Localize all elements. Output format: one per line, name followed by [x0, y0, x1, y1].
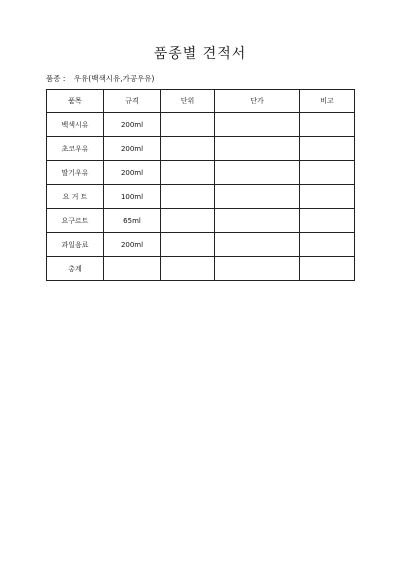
cell-total-label: 총계: [47, 257, 104, 281]
cell-note: [300, 209, 355, 233]
quote-table: [46, 89, 355, 281]
item-category-value: 우유(백색시유,가공우유): [73, 74, 155, 83]
cell-spec: 100ml: [104, 185, 161, 209]
cell-price: [215, 185, 300, 209]
table-total-row: [47, 257, 355, 281]
cell-price: [215, 161, 300, 185]
cell-note: [300, 161, 355, 185]
page-title: 품종별 견적서: [153, 46, 247, 62]
table-row: [47, 113, 355, 137]
header-price: 단가: [215, 90, 300, 113]
cell-unit: [161, 209, 215, 233]
item-category-line: [46, 73, 154, 84]
table-row: [47, 137, 355, 161]
cell-note: [300, 233, 355, 257]
cell-note: [300, 185, 355, 209]
cell-unit: [161, 161, 215, 185]
cell-item: 요 거 트: [47, 185, 104, 209]
cell-spec: 200ml: [104, 137, 161, 161]
cell-total-unit: [161, 257, 215, 281]
cell-price: [215, 137, 300, 161]
table-header-row: [47, 90, 355, 113]
header-note: 비고: [300, 90, 355, 113]
cell-price: [215, 233, 300, 257]
cell-item: 초코우유: [47, 137, 104, 161]
cell-spec: 65ml: [104, 209, 161, 233]
header-spec: 규격: [104, 90, 161, 113]
cell-note: [300, 137, 355, 161]
cell-price: [215, 113, 300, 137]
cell-price: [215, 209, 300, 233]
cell-unit: [161, 185, 215, 209]
cell-item: 딸기우유: [47, 161, 104, 185]
cell-unit: [161, 233, 215, 257]
table-row: [47, 209, 355, 233]
table-row: [47, 233, 355, 257]
cell-unit: [161, 137, 215, 161]
cell-total-spec: [104, 257, 161, 281]
cell-note: [300, 113, 355, 137]
cell-item: 백색시유: [47, 113, 104, 137]
cell-unit: [161, 113, 215, 137]
cell-total-price: [215, 257, 300, 281]
cell-spec: 200ml: [104, 113, 161, 137]
cell-spec: 200ml: [104, 233, 161, 257]
header-unit: 단위: [161, 90, 215, 113]
cell-total-note: [300, 257, 355, 281]
table-row: [47, 161, 355, 185]
cell-item: 요구르트: [47, 209, 104, 233]
item-category-label: 품종 :: [46, 74, 66, 83]
cell-spec: 200ml: [104, 161, 161, 185]
table-row: [47, 185, 355, 209]
header-item: 품목: [47, 90, 104, 113]
cell-item: 과일음료: [47, 233, 104, 257]
